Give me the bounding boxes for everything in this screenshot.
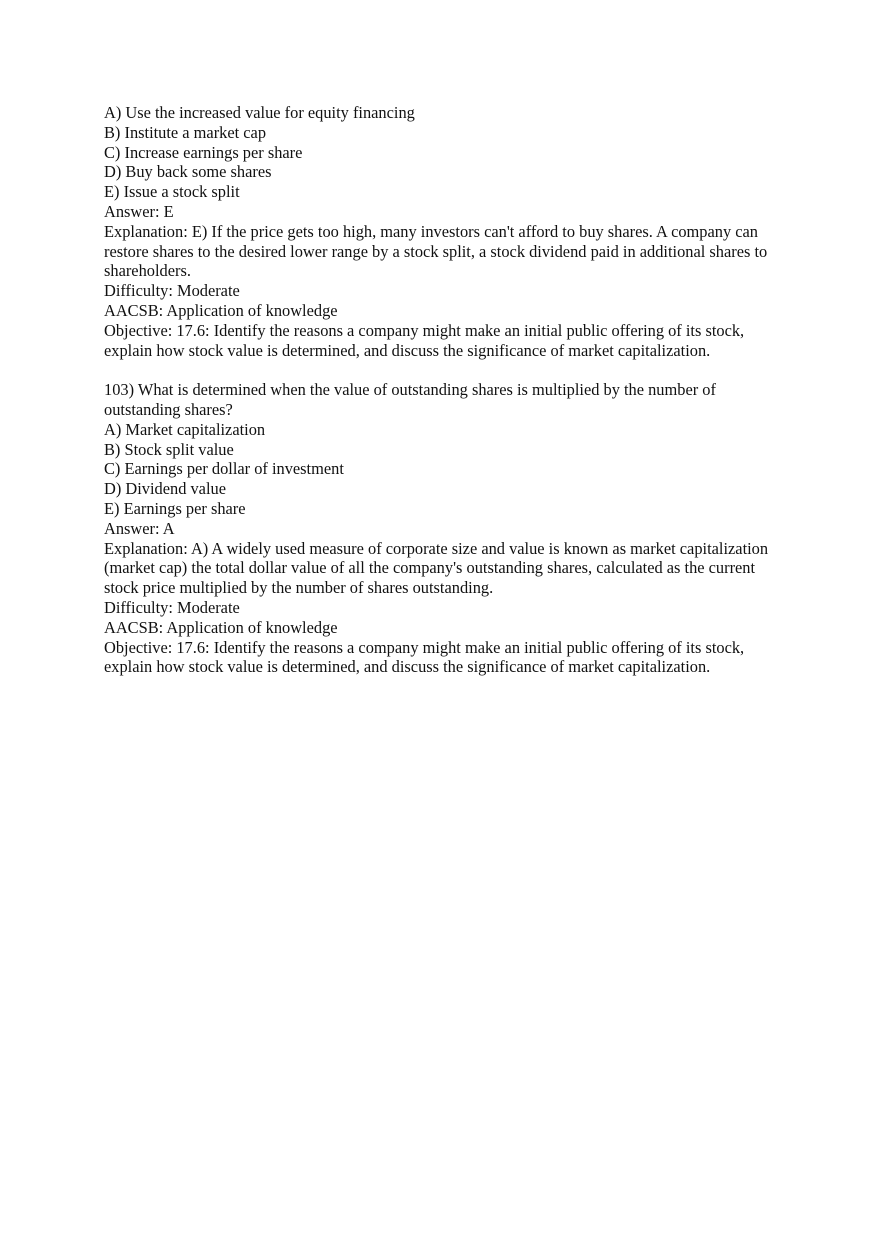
question-stem: 103) What is determined when the value of outstanding shares is multiplied by the number of outstanding shares? [104, 380, 716, 419]
option-a: A) Market capitalization [104, 419, 266, 439]
aacsb: AACSB: Application of knowledge [104, 617, 338, 637]
option-e: E) Earnings per share [104, 498, 246, 518]
question-103-block [104, 380, 784, 677]
answer: Answer: E [104, 201, 174, 221]
document-page [104, 103, 784, 677]
explanation: Explanation: E) If the price gets too high, many investors can't afford to buy shares. A company can restore shares to the desired lower range by a stock split, a stock dividend paid in additional shares to shareholders. [104, 221, 768, 281]
objective: Objective: 17.6: Identify the reasons a company might make an initial public offering of its stock, explain how stock value is determined, and discuss the significance of market capitalization. [104, 320, 745, 360]
option-b: B) Institute a market cap [104, 122, 267, 142]
option-d: D) Dividend value [104, 479, 226, 499]
option-d: D) Buy back some shares [104, 162, 272, 182]
explanation: Explanation: A) A widely used measure of corporate size and value is known as market capitalization (market cap) the total dollar value of all the company's outstanding shares, calculated as the current stock price multiplied by the number of shares outstanding. [104, 538, 769, 598]
objective: Objective: 17.6: Identify the reasons a company might make an initial public offering of its stock, explain how stock value is determined, and discuss the significance of market capitalization. [104, 637, 745, 677]
option-b: B) Stock split value [104, 439, 234, 459]
difficulty: Difficulty: Moderate [104, 597, 240, 617]
difficulty: Difficulty: Moderate [104, 281, 240, 301]
previous-question-block [104, 103, 784, 360]
option-e: E) Issue a stock split [104, 182, 240, 202]
option-c: C) Increase earnings per share [104, 142, 303, 162]
aacsb: AACSB: Application of knowledge [104, 300, 338, 320]
answer: Answer: A [104, 518, 175, 538]
option-a: A) Use the increased value for equity financing [104, 103, 415, 122]
option-c: C) Earnings per dollar of investment [104, 459, 344, 479]
